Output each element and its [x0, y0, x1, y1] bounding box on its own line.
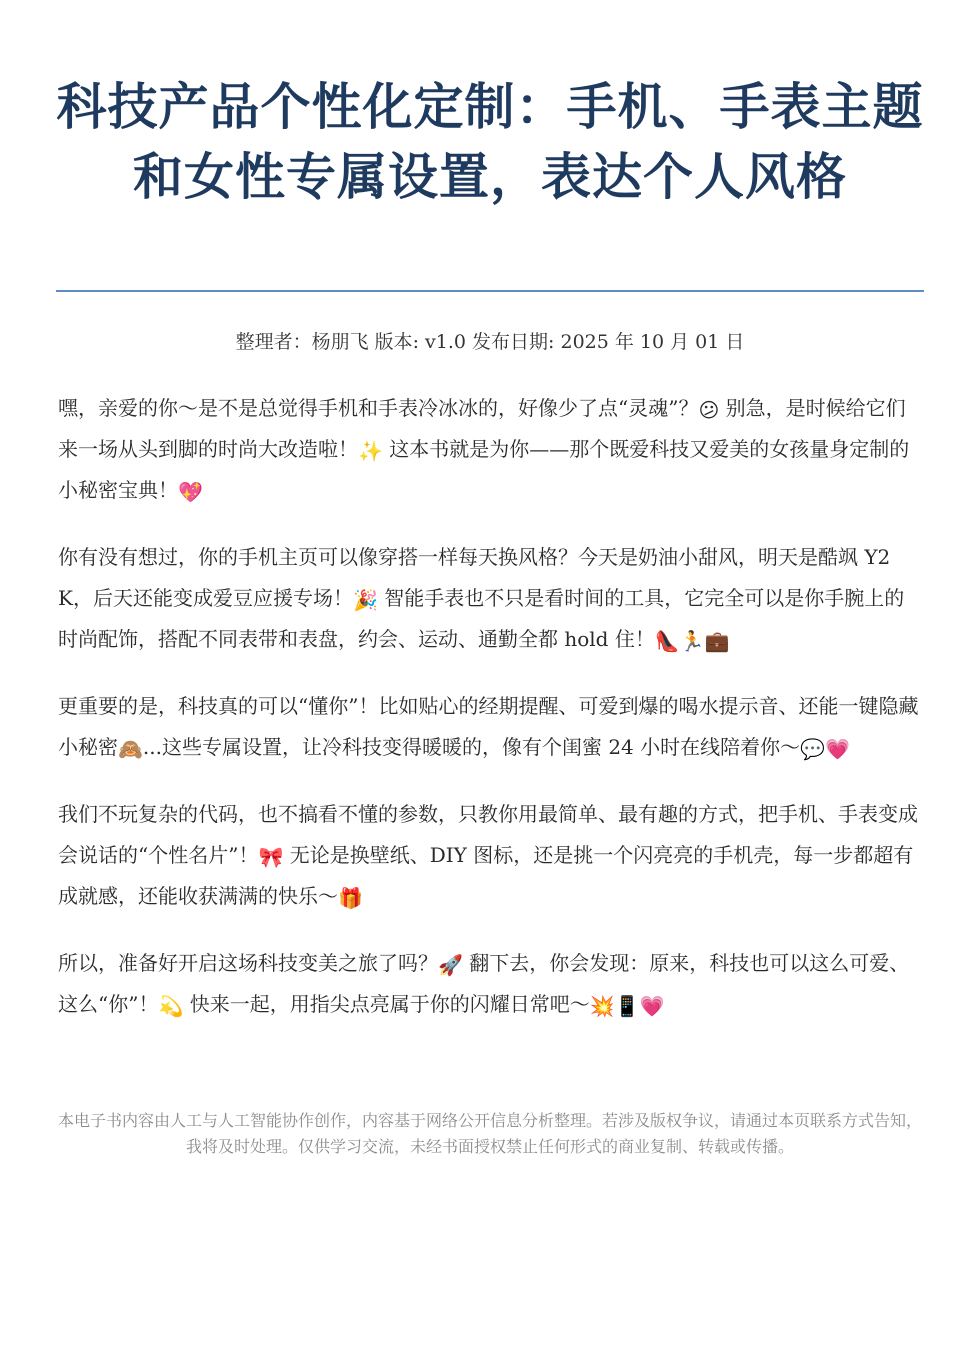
- sparkles-icon: ✨: [358, 439, 383, 463]
- paragraph-text: 所以，准备好开启这场科技变美之旅了吗？: [58, 951, 438, 975]
- sparkling-heart-icon: 💖: [178, 480, 203, 504]
- mobile-phone-icon: 📱: [614, 994, 640, 1018]
- document-body: [58, 388, 924, 1051]
- paragraph-text: ...这些专属设置，让冷科技变得暖暖的，像有个闺蜜 24 小时在线陪着你～: [142, 735, 801, 759]
- dizzy-star-icon: 💫: [158, 994, 184, 1018]
- gift-icon: 🎁: [338, 886, 363, 910]
- briefcase-icon: 💼: [704, 629, 730, 653]
- body-paragraph: [58, 794, 924, 917]
- paragraph-text: 智能手表也不只是看时间的工具，它完全可以是你手腕上的时尚配饰，搭配不同表带和表盘，约会、运动、通勤全都 hold 住！: [58, 586, 905, 651]
- body-paragraph: [58, 686, 924, 768]
- growing-heart-icon: 💗: [639, 994, 665, 1018]
- paragraph-text: 快来一起，用指尖点亮属于你的闪耀日常吧～: [183, 992, 590, 1016]
- paragraph-text: 别急，是时候给它们来一场从头到脚的时尚大改造啦！: [58, 396, 906, 461]
- rocket-icon: 🚀: [438, 953, 463, 977]
- high-heel-icon: 👠: [654, 629, 680, 653]
- body-paragraph: [58, 943, 924, 1025]
- paragraph-text: 我们不玩复杂的代码，也不搞看不懂的参数，只教你用最简单、最有趣的方式，把手机、手表变成会说话的“个性名片”！: [58, 802, 918, 867]
- speech-bubble-icon: 💬: [800, 737, 826, 761]
- see-no-evil-monkey-icon: 🙈: [118, 737, 143, 761]
- paragraph-text: 嘿，亲爱的你～是不是总觉得手机和手表冷冰冰的，好像少了点“灵魂”？: [58, 396, 699, 420]
- body-paragraph: [58, 388, 924, 511]
- paragraph-text: 翻下去，你会发现：原来，科技也可以这么可爱、这么“你”！: [58, 951, 910, 1016]
- paragraph-text: 你有没有想过，你的手机主页可以像穿搭一样每天换风格？今天是奶油小甜风，明天是酷飒 Y2K，后天还能变成爱豆应援专场！: [58, 545, 891, 610]
- confused-face-icon: 😕: [698, 398, 720, 422]
- body-paragraph: [58, 537, 924, 660]
- copyright-notice: 本电子书内容由人工与人工智能协作创作，内容基于网络公开信息分析整理。若涉及版权争议，请通过本页联系方式告知，我将及时处理。仅供学习交流，未经书面授权禁止任何形式的商业复制、转载或传播。: [57, 1111, 922, 1156]
- paragraph-text: 这本书就是为你——那个既爱科技又爱美的女孩量身定制的小秘密宝典！: [58, 437, 910, 502]
- paragraph-text: 更重要的是，科技真的可以“懂你”！比如贴心的经期提醒、可爱到爆的喝水提示音、还能一键隐藏小秘密: [58, 694, 919, 759]
- paragraph-text: 无论是换壁纸、DIY 图标，还是挑一个闪亮亮的手机壳，每一步都超有成就感，还能收获满满的快乐～: [58, 843, 914, 908]
- document-title: 科技产品个性化定制：手机、手表主题和女性专属设置，表达个人风格: [56, 78, 924, 206]
- growing-heart-icon: 💗: [825, 737, 850, 761]
- collision-icon: 💥: [589, 994, 615, 1018]
- document-meta: 整理者：杨朋飞 版本: v1.0 发布日期: 2025 年 10 月 01 日: [235, 331, 745, 353]
- runner-icon: 🏃: [679, 629, 705, 653]
- ribbon-icon: 🎀: [258, 845, 284, 869]
- title-divider: [56, 290, 924, 292]
- party-popper-icon: 🎉: [352, 588, 378, 612]
